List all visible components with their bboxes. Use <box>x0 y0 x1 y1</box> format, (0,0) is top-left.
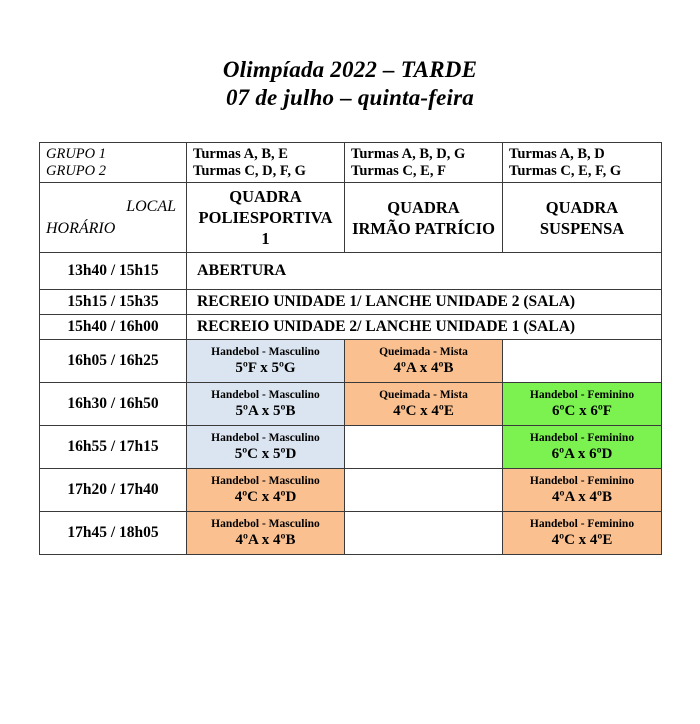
turmas-grupo1: Turmas A, B, E <box>193 146 288 162</box>
span-cell <box>187 315 662 340</box>
event-sport: Handebol - Feminino <box>529 431 635 444</box>
time-label: 16h05 / 16h25 <box>67 352 159 369</box>
turmas-grupo2: Turmas C, E, F <box>351 162 446 179</box>
title-line-2: 07 de julho – quinta-feira <box>225 85 474 110</box>
event-match: 5ºF x 5ºG <box>235 359 296 376</box>
event-sport: Handebol - Feminino <box>529 517 635 530</box>
table-row <box>40 253 662 290</box>
turmas-grupo1: Turmas A, B, D, G <box>351 146 466 162</box>
schedule-table <box>39 142 662 555</box>
time-label: 13h40 / 15h15 <box>67 262 159 279</box>
table-row <box>40 315 662 340</box>
event-sport: Handebol - Masculino <box>211 345 320 358</box>
span-cell <box>187 253 662 290</box>
event-cell-empty <box>345 512 503 555</box>
event-cell <box>503 383 662 426</box>
venue-line-1: QUADRA <box>545 197 619 217</box>
horario-label: HORÁRIO <box>46 219 116 237</box>
event-sport: Handebol - Masculino <box>211 431 320 444</box>
event-match: 4ºA x 4ºB <box>393 359 454 376</box>
turmas-grupo1: Turmas A, B, D <box>509 146 605 162</box>
event-match: 6ºA x 6ºD <box>551 445 613 462</box>
span-cell <box>187 290 662 315</box>
time-label: 17h45 / 18h05 <box>67 524 159 541</box>
event-cell <box>503 469 662 512</box>
group-column-3 <box>503 143 662 183</box>
venue-line-2: POLIESPORTIVA 1 <box>198 208 333 248</box>
time-cell <box>40 340 187 383</box>
group-column-1 <box>187 143 345 183</box>
time-label: 16h55 / 17h15 <box>67 438 159 455</box>
event-cell <box>187 340 345 383</box>
event-match: 5ºC x 5ºD <box>234 445 297 462</box>
event-cell <box>503 426 662 469</box>
table-row <box>40 383 662 426</box>
event-cell <box>187 469 345 512</box>
event-match: 4ºC x 4ºE <box>551 531 613 548</box>
event-sport: Handebol - Feminino <box>529 474 635 487</box>
group-column-2 <box>345 143 503 183</box>
span-text: ABERTURA <box>197 262 287 279</box>
time-cell <box>40 383 187 426</box>
event-match: 6ºC x 6ºF <box>552 402 612 419</box>
event-cell-empty <box>345 469 503 512</box>
event-match: 4ºA x 4ºB <box>552 488 612 505</box>
event-cell <box>187 426 345 469</box>
time-cell <box>40 512 187 555</box>
time-label: 15h15 / 15h35 <box>67 293 159 310</box>
event-cell <box>503 512 662 555</box>
venue-column-2 <box>345 183 503 253</box>
span-text: RECREIO UNIDADE 2/ LANCHE UNIDADE 1 (SALA) <box>197 318 576 335</box>
venue-line-1: QUADRA <box>229 187 302 206</box>
table-row <box>40 512 662 555</box>
span-text: RECREIO UNIDADE 1/ LANCHE UNIDADE 2 (SALA) <box>197 293 576 310</box>
time-cell <box>40 426 187 469</box>
time-label: 16h30 / 16h50 <box>67 395 159 412</box>
local-horario-cell <box>40 183 187 253</box>
event-sport: Handebol - Masculino <box>211 474 320 487</box>
event-cell <box>187 512 345 555</box>
document-title <box>0 0 700 112</box>
table-header-groups-row <box>40 143 662 183</box>
event-sport: Handebol - Masculino <box>211 517 320 530</box>
venue-line-2: IRMÃO PATRÍCIO <box>352 218 495 238</box>
local-label: LOCAL <box>126 197 176 215</box>
event-cell <box>345 340 503 383</box>
event-sport: Queimada - Mista <box>379 388 468 401</box>
time-cell <box>40 253 187 290</box>
venue-line-2: SUSPENSA <box>539 218 625 238</box>
event-cell-empty <box>503 340 662 383</box>
event-cell-empty <box>345 426 503 469</box>
table-row <box>40 426 662 469</box>
event-match: 5ºA x 5ºB <box>235 402 296 419</box>
event-match: 4ºA x 4ºB <box>235 531 296 548</box>
grupo1-label: GRUPO 1 <box>46 146 107 162</box>
turmas-grupo2: Turmas C, E, F, G <box>509 162 622 179</box>
venue-line-1: QUADRA <box>387 197 460 217</box>
time-cell <box>40 290 187 315</box>
table-row <box>40 290 662 315</box>
event-sport: Handebol - Feminino <box>529 388 635 401</box>
time-cell <box>40 315 187 340</box>
grupo2-label: GRUPO 2 <box>46 162 107 179</box>
event-match: 4ºC x 4ºD <box>234 488 297 505</box>
table-row <box>40 469 662 512</box>
event-sport: Handebol - Masculino <box>211 388 320 401</box>
table-header-venue-row <box>40 183 662 253</box>
group-labels-cell <box>40 143 187 183</box>
turmas-grupo2: Turmas C, D, F, G <box>193 162 306 179</box>
venue-column-1 <box>187 183 345 253</box>
event-cell <box>345 383 503 426</box>
time-label: 17h20 / 17h40 <box>67 481 159 498</box>
title-line-1: Olimpíada 2022 – TARDE <box>222 57 478 82</box>
time-cell <box>40 469 187 512</box>
event-match: 4ºC x 4ºE <box>393 402 454 419</box>
table-row <box>40 340 662 383</box>
event-sport: Queimada - Mista <box>379 345 468 358</box>
venue-column-3 <box>503 183 662 253</box>
time-label: 15h40 / 16h00 <box>67 318 159 335</box>
event-cell <box>187 383 345 426</box>
